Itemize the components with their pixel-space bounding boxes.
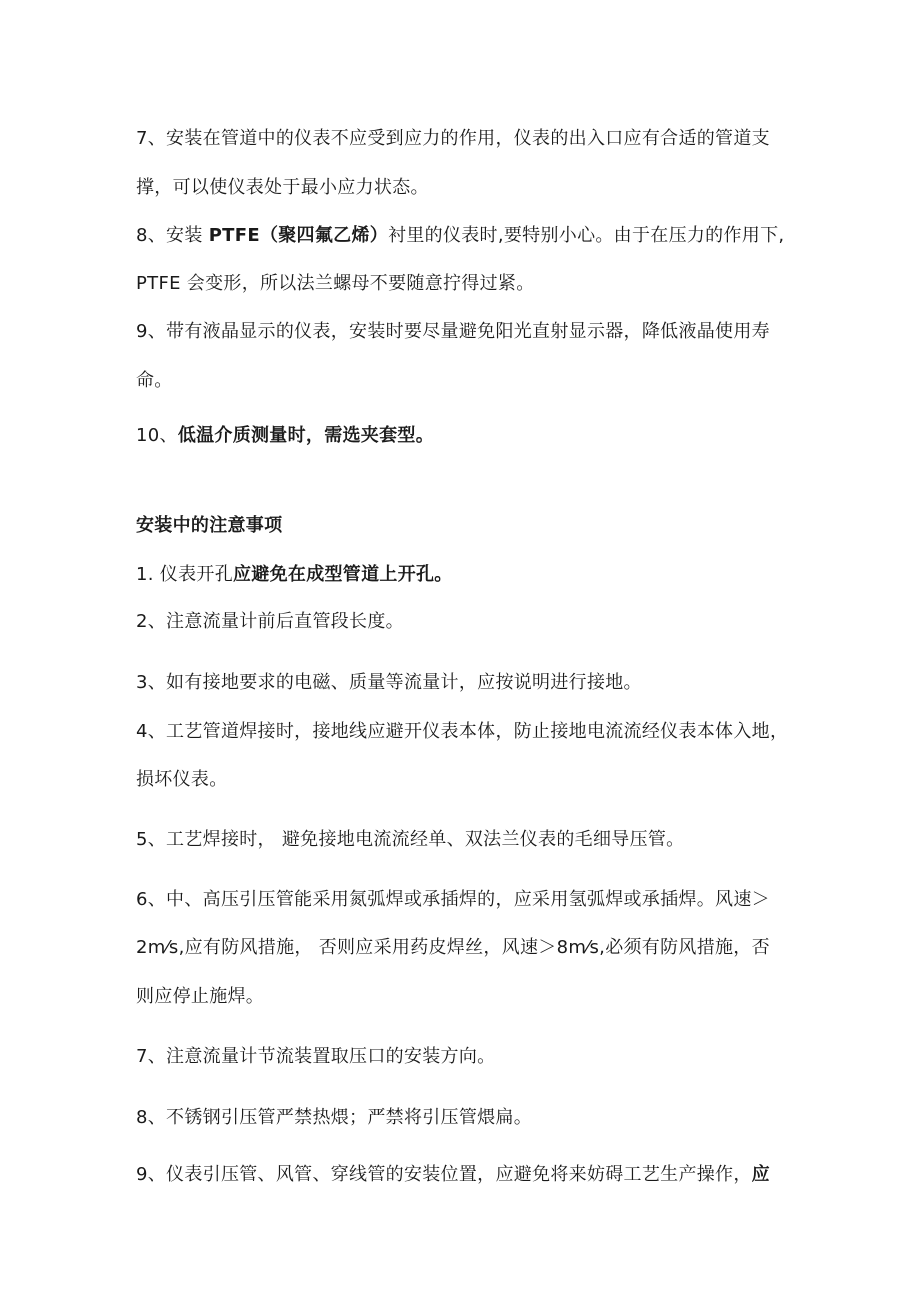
note-6-line-1: 6、中、高压引压管能采用氮弧焊或承插焊的，应采用氢弧焊或承插焊。风速＞: [136, 889, 770, 910]
note-1: [136, 563, 453, 587]
section-title: 安装中的注意事项: [136, 515, 283, 536]
note-5: 5、工艺焊接时， 避免接地电流流经单、双法兰仪表的毛细导压管。: [136, 829, 685, 850]
note-6-line-2: 2m⁄s,应有防风措施， 否则应采用药皮焊丝，风速＞8m⁄s,必须有防风措施，否: [136, 937, 770, 958]
note-4-line-2: 损坏仪表。: [136, 769, 228, 790]
item-10-prefix: 10、: [136, 425, 178, 446]
note-8: 8、不锈钢引压管严禁热煨；严禁将引压管煨扁。: [136, 1107, 533, 1128]
item-8-prefix: 8、安装: [136, 225, 209, 246]
note-1-bold: 应避免在成型管道上开孔。: [233, 564, 453, 585]
item-8-line-2: PTFE 会变形，所以法兰螺母不要随意拧得过紧。: [136, 273, 535, 294]
note-6-line-3: 则应停止施焊。: [136, 986, 265, 1007]
item-7-line-1: 7、安装在管道中的仪表不应受到应力的作用，仪表的出入口应有合适的管道支: [136, 128, 770, 149]
note-9-line-1: [136, 1163, 770, 1187]
item-8-line-1: [136, 224, 784, 248]
note-7: 7、注意流量计节流装置取压口的安装方向。: [136, 1046, 496, 1067]
note-1-prefix: 1. 仪表开孔: [136, 564, 233, 585]
item-8-ptfe-bold: PTFE（聚四氟乙烯）: [208, 225, 389, 246]
note-9-text: 9、仪表引压管、风管、穿线管的安装位置，应避免将来妨碍工艺生产操作，: [136, 1164, 752, 1185]
item-9-line-1: 9、带有液晶显示的仪表，安装时要尽量避免阳光直射显示器，降低液晶使用寿: [136, 321, 770, 342]
note-2: 2、注意流量计前后直管段长度。: [136, 611, 404, 632]
note-3: 3、如有接地要求的电磁、质量等流量计，应按说明进行接地。: [136, 672, 642, 693]
item-8-suffix: 衬里的仪表时,要特别小心。由于在压力的作用下,: [388, 225, 785, 246]
note-4-line-1: 4、工艺管道焊接时，接地线应避开仪表本体，防止接地电流流经仪表本体入地，: [136, 721, 789, 742]
item-9-line-2: 命。: [136, 370, 173, 391]
item-10-bold: 低温介质测量时，需选夹套型。: [177, 425, 435, 446]
note-9-bold: 应: [751, 1164, 770, 1185]
item-10: [136, 424, 434, 448]
item-7-line-2: 撑，可以使仪表处于最小应力状态。: [136, 177, 429, 198]
